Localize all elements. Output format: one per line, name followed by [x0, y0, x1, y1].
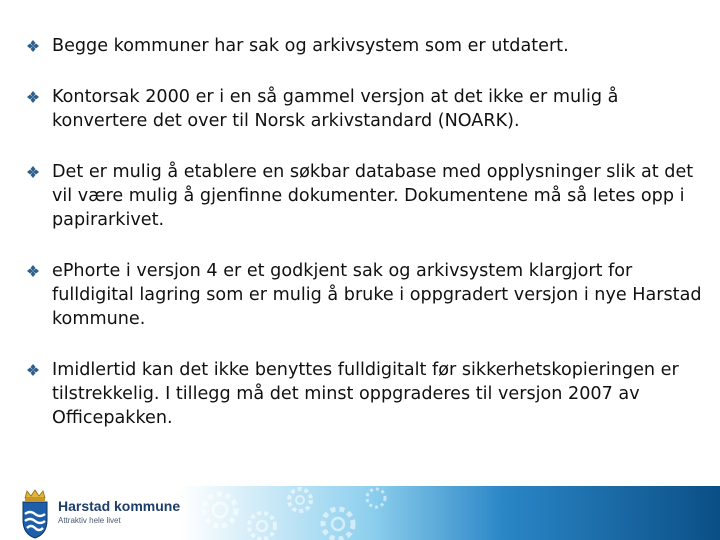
bullet-text: Det er mulig å etablere en søkbar database med opplysninger slik at det vil være mulig å gjenfinne dokumenter. Dokumentene må så letes opp i papirarkivet.	[52, 162, 694, 230]
bullet-list	[26, 34, 706, 457]
diamond-bullet-icon	[26, 264, 40, 278]
diamond-bullet-icon	[26, 39, 40, 53]
bullet-text: Imidlertid kan det ikke benyttes fulldigitalt før sikkerhetskopieringen er tilstrekkelig. I tillegg må det minst oppgraderes til versjon 2007 av Officepakken.	[52, 360, 679, 428]
harstad-logo	[20, 486, 180, 540]
brand-name: Harstad kommune	[58, 498, 181, 514]
bullet-item	[26, 85, 706, 133]
decorative-band	[180, 486, 720, 540]
diamond-bullet-icon	[26, 363, 40, 377]
brand-slogan: Attraktiv hele livet	[58, 516, 121, 525]
bullet-text: Kontorsak 2000 er i en så gammel versjon at det ikke er mulig å konvertere det over til Norsk arkivstandard (NOARK).	[52, 87, 619, 131]
bullet-item	[26, 34, 706, 58]
diamond-bullet-icon	[26, 90, 40, 104]
bullet-item	[26, 160, 706, 232]
bullet-text: ePhorte i versjon 4 er et godkjent sak og arkivsystem klargjort for fulldigital lagring som er mulig å bruke i oppgradert versjon i nye Harstad kommune.	[52, 261, 702, 329]
bullet-item	[26, 358, 706, 430]
municipal-crest-icon	[20, 488, 50, 540]
footer	[0, 486, 720, 540]
bullet-text: Begge kommuner har sak og arkivsystem som er utdatert.	[52, 36, 569, 56]
diamond-bullet-icon	[26, 165, 40, 179]
bullet-item	[26, 259, 706, 331]
